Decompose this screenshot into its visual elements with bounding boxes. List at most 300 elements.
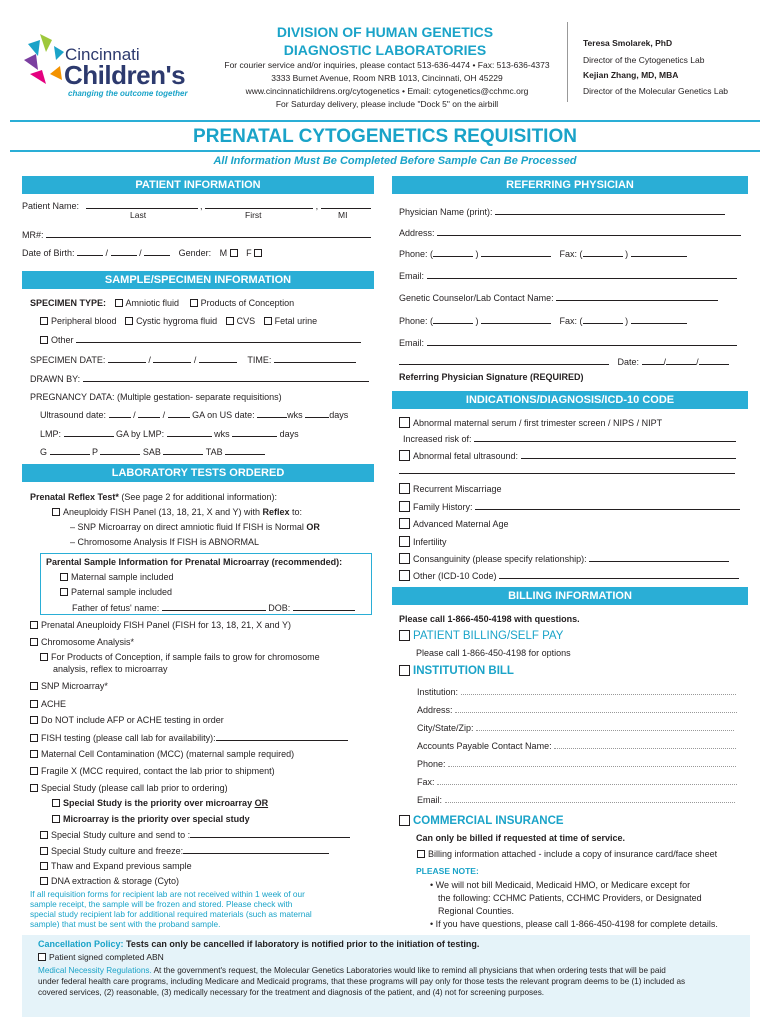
gender-f-checkbox[interactable]	[254, 249, 262, 257]
physician-fax-label: Fax: (	[559, 249, 583, 259]
cystic-checkbox[interactable]	[125, 317, 133, 325]
g-field[interactable]	[50, 446, 90, 455]
ss-freeze-checkbox[interactable]	[40, 847, 48, 855]
inst-ap-field[interactable]	[554, 740, 736, 749]
inst-institution-row	[417, 686, 736, 697]
counselor-email-field[interactable]	[427, 337, 737, 346]
sab-label: SAB	[142, 447, 161, 457]
note-1c: Regional Counties.	[438, 906, 515, 916]
cancellation-heading: Cancellation Policy:	[38, 939, 124, 949]
poc-reflex-row	[40, 652, 320, 662]
logo-line1: Cincinnati	[65, 45, 140, 64]
fragile-x-checkbox[interactable]	[30, 767, 38, 775]
poc-reflex-checkbox[interactable]	[40, 653, 48, 661]
physician-phone-row: Phone: ( ) Fax: ( )	[399, 248, 687, 259]
specimen-type-row	[30, 298, 294, 308]
snp-normal-row	[70, 522, 320, 532]
sig-date-day[interactable]	[666, 356, 696, 365]
paternal-label: Paternal sample included	[71, 587, 173, 597]
aneuploidy-reflex-label: Aneuploidy FISH Panel (13, 18, 21, X and Y) with	[63, 507, 263, 517]
indication-consanguinity-row	[399, 553, 729, 564]
us-month[interactable]	[109, 409, 131, 418]
fish-testing-label: FISH testing (please call lab for availability):	[41, 733, 216, 743]
paternal-row	[60, 587, 172, 597]
maternal-checkbox[interactable]	[60, 573, 68, 581]
abn-us-row	[399, 450, 736, 461]
physician-name-field[interactable]	[495, 206, 725, 215]
gender-m-checkbox[interactable]	[230, 249, 238, 257]
ss-culture-checkbox[interactable]	[40, 831, 48, 839]
abn-us-label: Abnormal fetal ultrasound:	[413, 451, 519, 461]
counselor-phone-label: Phone: (	[399, 316, 434, 326]
mr-field[interactable]	[46, 229, 371, 238]
maternal-row	[60, 572, 174, 582]
institution-row	[399, 665, 514, 677]
drawn-by-field[interactable]	[83, 373, 369, 382]
first-name-field[interactable]	[205, 200, 313, 209]
ga-lmp-wks-unit: wks	[214, 429, 230, 439]
inst-fax-label: Fax:	[417, 777, 435, 787]
sig-date-year[interactable]	[699, 356, 729, 365]
signature-field[interactable]	[399, 356, 609, 365]
risk-field[interactable]	[474, 433, 736, 442]
time-field[interactable]	[274, 354, 356, 363]
counselor-field[interactable]	[556, 292, 718, 301]
warning-line-3: special study recipient lab for additional required materials (such as maternal	[30, 909, 312, 919]
abn-serum-label: Abnormal maternal serum / first trimester screen / NIPS / NIPT	[413, 418, 663, 428]
paternal-checkbox[interactable]	[60, 588, 68, 596]
inst-city-label: City/State/Zip:	[417, 723, 474, 733]
counselor-row	[399, 292, 718, 303]
physician-address-field[interactable]	[437, 227, 741, 236]
family-history-label: Family History:	[413, 502, 473, 512]
abn-label: Patient signed completed ABN	[49, 952, 164, 962]
miscarriage-checkbox[interactable]	[399, 483, 410, 494]
indication-ama-row	[399, 518, 509, 529]
gpsab-row	[40, 446, 265, 457]
father-name-field[interactable]	[162, 602, 266, 611]
amniotic-checkbox[interactable]	[115, 299, 123, 307]
ache-row	[30, 699, 66, 709]
lmp-field[interactable]	[64, 428, 114, 437]
cvs-checkbox[interactable]	[226, 317, 234, 325]
note-1: • We will not bill Medicaid, Medicaid HMO, or Medicare except for	[430, 880, 691, 890]
icd-other-field[interactable]	[499, 570, 739, 579]
inst-email-field[interactable]	[445, 794, 735, 803]
institution-checkbox[interactable]	[399, 665, 410, 676]
counselor-phone-field[interactable]	[481, 315, 551, 324]
fish-panel-label: Prenatal Aneuploidy FISH Panel (FISH for 13, 18, 21, X and Y)	[41, 620, 291, 630]
inst-institution-label: Institution:	[417, 687, 459, 697]
risk-row	[403, 433, 736, 444]
father-dob-field[interactable]	[293, 602, 355, 611]
institution-label: INSTITUTION BILL	[413, 665, 514, 677]
counselor-fax-area[interactable]	[583, 315, 623, 324]
physician-heading: REFERRING PHYSICIAN	[392, 176, 748, 194]
peripheral-checkbox[interactable]	[40, 317, 48, 325]
p-field[interactable]	[100, 446, 140, 455]
snp-normal-label: – SNP Microarray on direct amniotic fluid If FISH is Normal	[70, 522, 307, 532]
inst-fax-field[interactable]	[437, 776, 737, 785]
self-pay-checkbox[interactable]	[399, 630, 410, 641]
fish-panel-row	[30, 620, 291, 630]
abn-serum-row	[399, 417, 662, 428]
ache-checkbox[interactable]	[30, 700, 38, 708]
web-email: www.cincinnatichildrens.org/cytogenetics • Email: cytogenetics@cchmc.org	[245, 86, 529, 96]
abn-us-checkbox[interactable]	[399, 450, 410, 461]
specimen-date-label: SPECIMEN DATE:	[30, 355, 106, 365]
logo	[20, 30, 215, 100]
chrom-analysis-checkbox[interactable]	[30, 638, 38, 646]
gender-label: Gender:	[178, 248, 212, 258]
gender-f-label: F	[246, 248, 252, 258]
note-1b: the following: CCHMC Patients, CCHMC Providers, or Designated	[438, 893, 702, 903]
mi-field[interactable]	[321, 200, 371, 209]
abn-us-field-2[interactable]	[399, 465, 735, 474]
no-afp-label: Do NOT include AFP or ACHE testing in order	[41, 715, 224, 725]
commercial-note: Can only be billed if requested at time of service.	[416, 833, 626, 843]
drawn-by-label: DRAWN BY:	[30, 374, 81, 384]
consanguinity-label: Consanguinity (please specify relationship):	[413, 554, 587, 564]
physician-name-row	[399, 206, 725, 217]
ga-us-label: GA on US date:	[192, 410, 255, 420]
counselor-label: Genetic Counselor/Lab Contact Name:	[399, 293, 554, 303]
or-word: OR	[306, 522, 320, 532]
abn-checkbox[interactable]	[38, 953, 46, 961]
patient-heading: PATIENT INFORMATION	[22, 176, 374, 194]
drawn-by-row	[30, 373, 369, 384]
saturday-note: For Saturday delivery, please include "Dock 5" on the airbill	[275, 99, 499, 109]
warning-line-1: If all requisition forms for recipient lab are not received within 1 week of our	[30, 889, 305, 899]
fragile-x-label: Fragile X (MCC required, contact the lab prior to shipment)	[41, 766, 275, 776]
ss-priority-checkbox[interactable]	[52, 799, 60, 807]
physician-name-label: Physician Name (print):	[399, 207, 493, 217]
director-1-name: Teresa Smolarek, PhD	[583, 38, 673, 48]
ss-culture-field[interactable]	[190, 829, 350, 838]
other-specimen-field[interactable]	[76, 334, 361, 343]
family-history-checkbox[interactable]	[399, 501, 410, 512]
last-name-field[interactable]	[86, 200, 198, 209]
med-text-1: At the government's request, the Molecular Genetics Laboratories would like to remind all physicians that when ordering tests that will be paid	[151, 966, 666, 975]
billing-call: Please call 1-866-450-4198 with questions.	[399, 614, 580, 624]
last-caption: Last	[130, 210, 147, 220]
mcc-label: Maternal Cell Contamination (MCC) (maternal sample required)	[41, 749, 295, 759]
no-afp-row	[30, 715, 224, 725]
fish-testing-row	[30, 732, 348, 743]
ga-lmp-field[interactable]	[167, 428, 212, 437]
tab-label: TAB	[205, 447, 223, 457]
miscarriage-label: Recurrent Miscarriage	[413, 484, 502, 494]
counselor-email-row	[399, 337, 737, 348]
logo-line2: Children's	[64, 60, 186, 90]
physician-email-field[interactable]	[427, 270, 737, 279]
logo-tagline: changing the outcome together	[68, 89, 188, 98]
icd-other-checkbox[interactable]	[399, 570, 410, 581]
consanguinity-checkbox[interactable]	[399, 553, 410, 564]
ga-us-days-unit: days	[329, 410, 349, 420]
patient-name-label: Patient Name:	[22, 201, 80, 211]
med-text-3: covered services, (2) reasonable, (3) medically necessary for the treatment and diagnosis of the patient, and (4) not for screening purposes.	[38, 988, 545, 997]
ss-freeze-label: Special Study culture and freeze:	[51, 846, 184, 856]
ga-us-wks-unit: wks	[287, 410, 303, 420]
cvs-label: CVS	[236, 316, 256, 326]
physician-phone-label: Phone: (	[399, 249, 434, 259]
mcc-checkbox[interactable]	[30, 750, 38, 758]
icd-other-label: Other (ICD-10 Code)	[413, 571, 497, 581]
ga-lmp-days-unit: days	[279, 429, 299, 439]
fish-panel-checkbox[interactable]	[30, 621, 38, 629]
reflex-test-note: (See page 2 for additional information):	[118, 492, 277, 502]
labs-title: DIAGNOSTIC LABORATORIES	[283, 42, 487, 58]
chrom-analysis-label: Chromosome Analysis*	[41, 637, 135, 647]
special-study-row	[30, 783, 228, 793]
note-2: • If you have questions, please call 1-866-450-4198 for complete details.	[430, 919, 718, 929]
fragile-x-row	[30, 766, 275, 776]
dna-row	[40, 876, 179, 886]
fish-testing-field[interactable]	[216, 732, 348, 741]
inst-phone-row	[417, 758, 736, 769]
inst-phone-field[interactable]	[448, 758, 736, 767]
cancellation-row	[38, 939, 479, 949]
snp-checkbox[interactable]	[30, 682, 38, 690]
ss-priority-label: Special Study is the priority over microarray	[63, 798, 255, 808]
chrom-analysis-row	[30, 637, 134, 647]
father-row	[72, 602, 355, 613]
ss-or-word: OR	[254, 798, 269, 808]
ga-lmp-days-field[interactable]	[232, 428, 277, 437]
page-title: PRENATAL CYTOGENETICS REQUISITION	[10, 120, 760, 152]
ama-label: Advanced Maternal Age	[413, 519, 509, 529]
counselor-fax-field[interactable]	[631, 315, 687, 324]
physician-fax-area[interactable]	[583, 248, 623, 257]
dna-checkbox[interactable]	[40, 877, 48, 885]
amniotic-label: Amniotic fluid	[125, 298, 180, 308]
fetal-urine-checkbox[interactable]	[264, 317, 272, 325]
abn-us-field[interactable]	[521, 450, 736, 459]
counselor-phone-area[interactable]	[433, 315, 473, 324]
dna-label: DNA extraction & storage (Cyto)	[51, 876, 180, 886]
sab-field[interactable]	[163, 446, 203, 455]
header-divider	[567, 22, 568, 102]
indication-infertility-row	[399, 536, 447, 547]
signature-caption: Referring Physician Signature (REQUIRED)	[399, 372, 584, 382]
director-2-name: Kejian Zhang, MD, MBA	[583, 70, 679, 80]
signature-row: Date: / /	[399, 356, 729, 367]
us-day[interactable]	[138, 409, 160, 418]
ultrasound-row: Ultrasound date: / / GA on US date: wks days	[40, 410, 349, 420]
indication-miscarriage-row	[399, 483, 502, 494]
commercial-label: COMMERCIAL INSURANCE	[413, 815, 564, 827]
division-title: DIVISION OF HUMAN GENETICS	[276, 24, 494, 40]
snp-label: SNP Microarray*	[41, 681, 108, 691]
reflex-test-title: Prenatal Reflex Test*	[30, 492, 119, 502]
poc-checkbox[interactable]	[190, 299, 198, 307]
fish-testing-checkbox[interactable]	[30, 734, 38, 742]
ga-lmp-label: GA by LMP:	[116, 429, 165, 439]
pregnancy-data-label: PREGNANCY DATA: (Multiple gestation- separate requisitions)	[30, 392, 282, 402]
gender-m-label: M	[219, 248, 228, 258]
inst-address-field[interactable]	[455, 704, 737, 713]
lmp-label: LMP:	[40, 429, 62, 439]
abn-row	[38, 952, 164, 962]
sig-date-month[interactable]	[642, 356, 664, 365]
recipient-warning	[30, 889, 375, 929]
page-subtitle: All Information Must Be Completed Before Sample Can Be Processed	[213, 155, 577, 167]
special-study-label: Special Study (please call lab prior to ordering)	[41, 783, 228, 793]
reflex-word: Reflex	[262, 507, 290, 517]
director-1-role: Director of the Cytogenetics Lab	[583, 55, 705, 65]
physician-fax-field[interactable]	[631, 248, 687, 257]
abn-serum-checkbox[interactable]	[399, 417, 410, 428]
med-heading: Medical Necessity Regulations.	[38, 966, 152, 975]
aneuploidy-reflex-checkbox[interactable]	[52, 508, 60, 516]
physician-address-row	[399, 227, 741, 238]
specimen-date-day[interactable]	[153, 354, 191, 363]
cystic-label: Cystic hygroma fluid	[136, 316, 218, 326]
g-label: G	[40, 447, 48, 457]
chrom-abn-label: – Chromosome Analysis If FISH is ABNORMAL	[70, 537, 260, 547]
reflex-test-row	[30, 492, 277, 502]
billing-heading: BILLING INFORMATION	[392, 587, 748, 605]
counselor-email-label: Email:	[399, 338, 425, 348]
specimen-date-year[interactable]	[199, 354, 237, 363]
physician-phone-area[interactable]	[433, 248, 473, 257]
courier-info: For courier service and/or inquiries, please contact 513-636-4474 • Fax: 513-636-4373	[224, 60, 550, 70]
ga-us-days-field[interactable]	[305, 409, 329, 418]
parental-heading: Parental Sample Information for Prenatal Microarray (recommended):	[46, 557, 343, 567]
tab-field[interactable]	[225, 446, 265, 455]
dob-label: Date of Birth:	[22, 248, 75, 258]
mr-row	[22, 229, 371, 240]
thaw-checkbox[interactable]	[40, 862, 48, 870]
inst-email-row	[417, 794, 735, 805]
mcc-row	[30, 749, 294, 759]
dob-year[interactable]	[144, 247, 170, 256]
infertility-label: Infertility	[413, 537, 447, 547]
no-afp-checkbox[interactable]	[30, 716, 38, 724]
snp-row	[30, 681, 108, 691]
inst-address-row	[417, 704, 737, 715]
commercial-row	[399, 815, 564, 827]
inst-phone-label: Phone:	[417, 759, 446, 769]
billing-attached-label: Billing information attached - include a copy of insurance card/face sheet	[428, 849, 718, 859]
consanguinity-field[interactable]	[589, 553, 729, 562]
tests-heading: LABORATORY TESTS ORDERED	[22, 464, 374, 482]
maternal-label: Maternal sample included	[71, 572, 174, 582]
physician-email-label: Email:	[399, 271, 425, 281]
signature-date-label: Date:	[617, 357, 640, 367]
physician-email-row	[399, 270, 737, 281]
warning-line-4: sample) that must be sent with the proband sample.	[30, 919, 221, 929]
please-note-heading: PLEASE NOTE:	[416, 866, 479, 876]
specimen-date-month[interactable]	[108, 354, 146, 363]
thaw-row	[40, 861, 192, 871]
dob-month[interactable]	[77, 247, 103, 256]
abn-us-line-2	[399, 465, 735, 476]
time-label: TIME:	[247, 355, 272, 365]
self-pay-label: PATIENT BILLING/SELF PAY	[413, 630, 564, 642]
commercial-checkbox[interactable]	[399, 815, 410, 826]
inst-ap-row	[417, 740, 736, 751]
patient-name-row: Patient Name: , ,	[22, 200, 371, 211]
med-line-1	[38, 965, 748, 976]
dob-row: Date of Birth: / / Gender: M F	[22, 247, 265, 258]
self-pay-row	[399, 630, 563, 642]
p-label: P	[92, 447, 98, 457]
ss-culture-row	[40, 829, 350, 840]
other-specimen-label: Other	[51, 335, 74, 345]
inst-city-field[interactable]	[476, 722, 734, 731]
infertility-checkbox[interactable]	[399, 536, 410, 547]
ga-us-wks-field[interactable]	[257, 409, 287, 418]
director-2-role: Director of the Molecular Genetics Lab	[583, 86, 729, 96]
specimen-heading: SAMPLE/SPECIMEN INFORMATION	[22, 271, 374, 289]
us-year[interactable]	[168, 409, 190, 418]
counselor-fax-label: Fax: (	[559, 316, 583, 326]
physician-phone-field[interactable]	[481, 248, 551, 257]
inst-address-label: Address:	[417, 705, 453, 715]
mi-caption: MI	[338, 210, 348, 220]
poc-reflex-label: For Products of Conception, if sample fails to grow for chromosome	[51, 652, 320, 662]
indication-other-row	[399, 570, 739, 581]
ma-priority-label: Microarray is the priority over special study	[63, 814, 250, 824]
poc-reflex-label-2: analysis, reflex to microarray	[53, 664, 168, 674]
ultrasound-label: Ultrasound date:	[40, 410, 107, 420]
specimen-type-row-2	[40, 316, 317, 326]
thaw-label: Thaw and Expand previous sample	[51, 861, 192, 871]
warning-line-2: sample receipt, the sample will be frozen and stored. Please check with	[30, 899, 293, 909]
inst-institution-field[interactable]	[461, 686, 736, 695]
special-study-checkbox[interactable]	[30, 784, 38, 792]
billing-attached-checkbox[interactable]	[417, 850, 425, 858]
self-pay-note: Please call 1-866-450-4198 for options	[416, 648, 571, 658]
fetal-urine-label: Fetal urine	[274, 316, 318, 326]
physician-address-label: Address:	[399, 228, 435, 238]
ss-culture-label: Special Study culture and send to :	[51, 830, 191, 840]
med-text-2: under federal health care programs, including Medicare and Medicaid programs, that these programs will pay only for those tests the relevant program deems to be (1) included as	[38, 977, 686, 986]
dob-day[interactable]	[111, 247, 137, 256]
father-dob-label: DOB:	[268, 603, 291, 613]
reflex-to: to:	[289, 507, 302, 517]
lab-address: 3333 Burnet Avenue, Room NRB 1013, Cincinnati, OH 45229	[271, 73, 503, 83]
ss-freeze-field[interactable]	[183, 845, 329, 854]
indications-heading: INDICATIONS/DIAGNOSIS/ICD-10 CODE	[392, 391, 748, 409]
ss-priority-row	[52, 798, 268, 808]
cancellation-text: Tests can only be cancelled if laboratory is notified prior to the initiation of testing.	[123, 939, 480, 949]
risk-label: Increased risk of:	[403, 434, 472, 444]
billing-attached-row	[417, 849, 717, 859]
ma-priority-row	[52, 814, 250, 824]
first-caption: First	[245, 210, 262, 220]
specimen-type-label: SPECIMEN TYPE:	[30, 298, 107, 308]
poc-label: Products of Conception	[200, 298, 295, 308]
inst-ap-label: Accounts Payable Contact Name:	[417, 741, 552, 751]
medical-necessity	[38, 965, 748, 998]
ama-checkbox[interactable]	[399, 518, 410, 529]
other-specimen-checkbox[interactable]	[40, 336, 48, 344]
mr-label: MR#:	[22, 230, 44, 240]
peripheral-label: Peripheral blood	[51, 316, 117, 326]
inst-city-row	[417, 722, 734, 733]
lmp-row	[40, 428, 299, 439]
other-specimen-row	[40, 334, 361, 345]
family-history-field[interactable]	[475, 501, 740, 510]
logo-mark-icon	[20, 30, 70, 90]
inst-email-label: Email:	[417, 795, 443, 805]
ma-priority-checkbox[interactable]	[52, 815, 60, 823]
specimen-date-row: SPECIMEN DATE: / / TIME:	[30, 354, 356, 365]
indication-family-row	[399, 501, 740, 512]
